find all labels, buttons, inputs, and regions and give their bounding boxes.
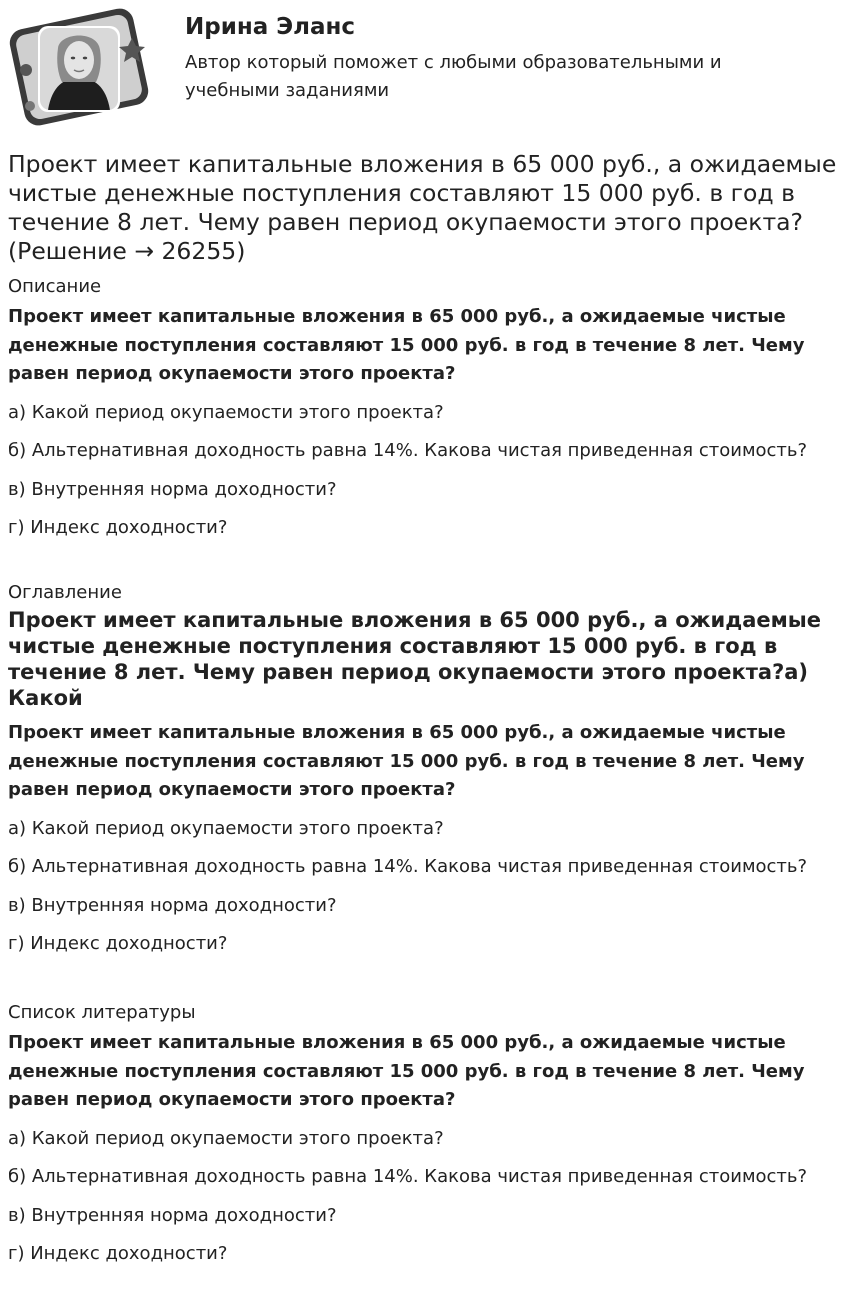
toc-question-a: а) Какой период окупаемости этого проекта? — [8, 817, 444, 839]
literature-label: Список литературы — [8, 1002, 196, 1023]
description-question-c: в) Внутренняя норма доходности? — [8, 478, 337, 500]
literature-question-a: а) Какой период окупаемости этого проекта? — [8, 1127, 444, 1149]
author-avatar — [8, 8, 150, 126]
literature-question-b: б) Альтернативная доходность равна 14%. Какова чистая приведенная стоимость? — [8, 1166, 808, 1187]
literature-question-d: г) Индекс доходности? — [8, 1243, 228, 1264]
literature-lead: Проект имеет капитальные вложения в 65 000 руб., а ожидаемые чистые денежные поступления составляют 15 000 руб. в год в течение 8 лет. Чему равен период окупаемости этого проекта? — [8, 1032, 805, 1110]
toc-label: Оглавление — [8, 582, 122, 603]
toc-question-b: б) Альтернативная доходность равна 14%. Какова чистая приведенная стоимость? — [8, 856, 808, 877]
toc-question-d: г) Индекс доходности? — [8, 933, 228, 954]
description-question-b: б) Альтернативная доходность равна 14%. Какова чистая приведенная стоимость? — [8, 440, 808, 461]
toc-lead: Проект имеет капитальные вложения в 65 000 руб., а ожидаемые чистые денежные поступления составляют 15 000 руб. в год в течение 8 лет. Чему равен период окупаемости этого проекта? — [8, 722, 805, 800]
description-lead: Проект имеет капитальные вложения в 65 000 руб., а ожидаемые чистые денежные поступления составляют 15 000 руб. в год в течение 8 лет. Чему равен период окупаемости этого проекта? — [8, 306, 805, 384]
author-name: Ирина Эланс — [185, 14, 356, 40]
description-question-d: г) Индекс доходности? — [8, 517, 228, 538]
page-title: Проект имеет капитальные вложения в 65 000 руб., а ожидаемые чистые денежные поступления составляют 15 000 руб. в год в течение 8 лет. Чему равен период окупаемости этого проекта? (Решение → 26255) — [8, 150, 837, 265]
toc-question-c: в) Внутренняя норма доходности? — [8, 894, 337, 916]
literature-question-c: в) Внутренняя норма доходности? — [8, 1204, 337, 1226]
literature-section — [8, 1001, 842, 1269]
author-description: Автор который поможет с любыми образовательными и учебными заданиями — [185, 52, 722, 101]
toc-section — [8, 581, 842, 959]
author-card — [8, 8, 838, 128]
description-question-a: а) Какой период окупаемости этого проекта? — [8, 401, 444, 423]
toc-heading: Проект имеет капитальные вложения в 65 000 руб., а ожидаемые чистые денежные поступления составляют 15 000 руб. в год в течение 8 лет. Чему равен период окупаемости этого проекта?а) Какой — [8, 608, 822, 710]
description-label: Описание — [8, 276, 102, 297]
description-section — [8, 275, 842, 543]
